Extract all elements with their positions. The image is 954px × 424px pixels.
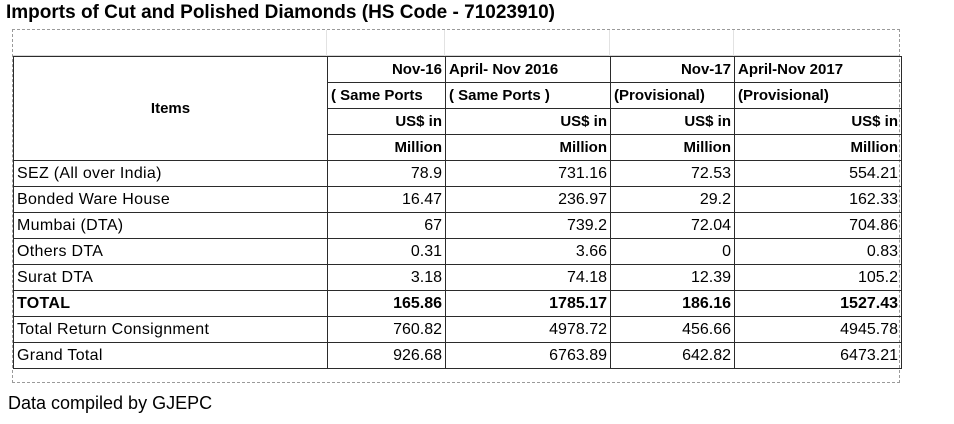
cell-value: 6473.21 — [735, 343, 902, 369]
row-label: Surat DTA — [14, 265, 328, 291]
cell-value: 165.86 — [328, 291, 446, 317]
cell-value: 739.2 — [446, 213, 611, 239]
cell-value: 4945.78 — [735, 317, 902, 343]
table-row — [14, 187, 902, 213]
cell-value: 6763.89 — [446, 343, 611, 369]
cell-value: 12.39 — [611, 265, 735, 291]
col-header-note: ( Same Ports ) — [446, 83, 611, 109]
col-header-scale: Million — [735, 135, 902, 161]
cell-value: 105.2 — [735, 265, 902, 291]
cell-value: 162.33 — [735, 187, 902, 213]
cell-value: 642.82 — [611, 343, 735, 369]
row-label: Mumbai (DTA) — [14, 213, 328, 239]
col-header-scale: Million — [328, 135, 446, 161]
table-frame — [12, 29, 900, 383]
col-header-unit: US$ in — [611, 109, 735, 135]
row-label: Total Return Consignment — [14, 317, 328, 343]
table-row — [14, 239, 902, 265]
col-header-unit: US$ in — [446, 109, 611, 135]
col-header-period: Nov-16 — [328, 57, 446, 83]
table-row — [14, 161, 902, 187]
cell-value: 16.47 — [328, 187, 446, 213]
cell-value: 554.21 — [735, 161, 902, 187]
grand-total-row — [14, 343, 902, 369]
cell-value: 760.82 — [328, 317, 446, 343]
cell-value: 0.31 — [328, 239, 446, 265]
cell-value: 72.04 — [611, 213, 735, 239]
imports-table — [13, 56, 902, 369]
cell-value: 1785.17 — [446, 291, 611, 317]
document-title: Imports of Cut and Polished Diamonds (HS Code - 71023910) — [6, 2, 555, 23]
header-row-period — [14, 57, 902, 83]
col-header-scale: Million — [446, 135, 611, 161]
cell-value: 731.16 — [446, 161, 611, 187]
cell-value: 74.18 — [446, 265, 611, 291]
cell-value: 0 — [611, 239, 735, 265]
cell-value: 4978.72 — [446, 317, 611, 343]
row-label: Bonded Ware House — [14, 187, 328, 213]
col-header-note: ( Same Ports — [328, 83, 446, 109]
cell-value: 236.97 — [446, 187, 611, 213]
strip-divider — [326, 30, 327, 56]
col-header-period: April-Nov 2017 — [735, 57, 902, 83]
source-note: Data compiled by GJEPC — [8, 393, 213, 413]
cell-value: 29.2 — [611, 187, 735, 213]
strip-divider — [444, 30, 445, 56]
col-header-scale: Million — [611, 135, 735, 161]
total-row — [14, 291, 902, 317]
strip-divider — [733, 30, 734, 56]
table-row — [14, 213, 902, 239]
cell-value: 704.86 — [735, 213, 902, 239]
row-label: TOTAL — [14, 291, 328, 317]
items-header: Items — [14, 57, 328, 161]
col-header-period: April- Nov 2016 — [446, 57, 611, 83]
col-header-note: (Provisional) — [735, 83, 902, 109]
cell-value: 72.53 — [611, 161, 735, 187]
cell-value: 1527.43 — [735, 291, 902, 317]
strip-divider — [609, 30, 610, 56]
row-label: Others DTA — [14, 239, 328, 265]
col-header-unit: US$ in — [735, 109, 902, 135]
blank-header-strip — [13, 30, 899, 56]
cell-value: 3.18 — [328, 265, 446, 291]
col-header-period: Nov-17 — [611, 57, 735, 83]
cell-value: 926.68 — [328, 343, 446, 369]
cell-value: 78.9 — [328, 161, 446, 187]
row-label: SEZ (All over India) — [14, 161, 328, 187]
table-row — [14, 317, 902, 343]
cell-value: 456.66 — [611, 317, 735, 343]
col-header-unit: US$ in — [328, 109, 446, 135]
table-row — [14, 265, 902, 291]
cell-value: 3.66 — [446, 239, 611, 265]
cell-value: 67 — [328, 213, 446, 239]
cell-value: 186.16 — [611, 291, 735, 317]
cell-value: 0.83 — [735, 239, 902, 265]
row-label: Grand Total — [14, 343, 328, 369]
col-header-note: (Provisional) — [611, 83, 735, 109]
